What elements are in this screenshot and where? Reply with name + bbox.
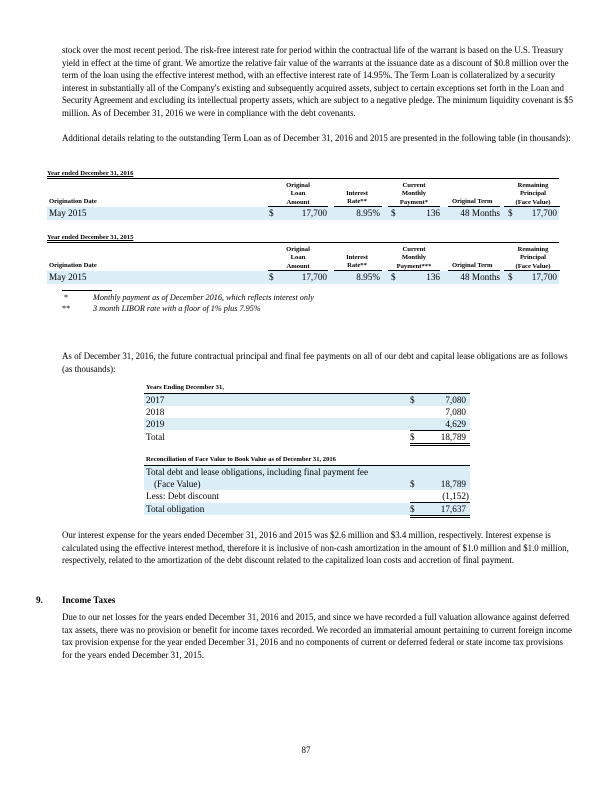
header-original-amount: Original Loan Amount: [286, 182, 310, 206]
table-row: [144, 394, 470, 406]
header-original-term: Original Term: [452, 198, 493, 205]
origination-date-cell: May 2015: [49, 272, 87, 282]
remaining-cell: 17,700: [531, 208, 557, 218]
value-cell: 4,629: [445, 419, 466, 429]
reconciliation-table-title: Reconciliation of Face Value to Book Value as of December 31, 2016: [146, 456, 336, 463]
total-obligation-label: Total obligation: [146, 504, 205, 514]
intro-paragraph: stock over the most recent period. The risk-free interest rate for period within the contractual life of the warrant is based on the U.S. Treasury yield in effect at the time of grant. We amortize the relative fair value of the warrants at the issuance date as a discount of $0.8 million over the term of the loan using the effective interest method, with an effective interest rate of 14.95%. The Term Loan is collateralized by a security interest in substantially all of the Company's existing and subsequently acquired assets, subject to certain exceptions set forth in the Loan and Security Agreement and excluding its intellectual property assets, which are subject to a negative pledge. The minimum liquidity covenant is $5 million. As of December 31, 2016 we were in compliance with the debt covenants.: [62, 45, 574, 118]
payments-table-title: Years Ending December 31,: [146, 384, 224, 391]
remaining-cell: 17,700: [531, 272, 557, 282]
payment-cell: 136: [426, 272, 440, 282]
dollar-sign: $: [410, 504, 415, 514]
table-row: [144, 490, 470, 502]
origination-date-cell: May 2015: [49, 208, 87, 218]
dollar-sign: $: [410, 395, 415, 405]
header-original-term: Original Term: [452, 262, 493, 269]
value-cell: 7,080: [445, 395, 466, 405]
value-cell: 7,080: [445, 407, 466, 417]
future-payments-paragraph: As of December 31, 2016, the future contractual principal and final fee payments on all of our debt and capital lease obligations are as follows (as thousands):: [62, 351, 568, 374]
total-debt-label: Total debt and lease obligations, including final payment fee: [146, 467, 369, 477]
dollar-sign: $: [391, 272, 396, 282]
header-current-payment: Current Monthly Payment*: [399, 182, 429, 206]
year-cell: 2019: [146, 419, 165, 429]
value-cell: 18,789: [440, 479, 466, 489]
income-tax-paragraph: Due to our net losses for the years ended December 31, 2016 and 2015, and since we have recorded a full valuation allowance against deferred tax assets, there was no provision or benefit for income taxes recorded. We recorded an immaterial amount pertaining to current foreign income tax provision expense for the year ended December 31, 2016 and no components of current or deferred federal or state income tax provisions for the years ended December 31, 2015.: [62, 612, 572, 660]
footnote-mark: *: [64, 293, 69, 302]
total-double-rule: [410, 517, 470, 518]
dollar-sign: $: [410, 432, 415, 442]
rate-cell: 8.95%: [356, 208, 380, 218]
loan-table-title: Year ended December 31, 2016: [47, 170, 134, 177]
table-row: [144, 418, 470, 430]
year-cell: 2018: [146, 407, 165, 417]
footnote-mark: **: [62, 304, 71, 313]
dollar-sign: $: [391, 208, 396, 218]
interest-expense-paragraph: Our interest expense for the years ended December 31, 2016 and 2015 was $2.6 million and $3.4 million, respectively. Interest expense is calculated using the effective interest method, therefore it is inclusive of non-cash amortization in the amount of $1.0 million and $1.0 million, respectively, related to the amortization of the debt discount related to the capitalized loan costs and accretion of final payment.: [62, 530, 569, 566]
total-double-rule: [410, 445, 470, 446]
section-title: Income Taxes: [62, 595, 116, 605]
section-number: 9.: [36, 595, 43, 605]
header-current-payment: Current Monthly Payment***: [396, 246, 432, 270]
footnote-text: 3 month LIBOR rate with a floor of 1% plus 7.95%: [93, 304, 261, 313]
table-row: [47, 207, 559, 220]
header-origination-date: Origination Date: [49, 262, 97, 269]
footnote-text: Monthly payment as of December 2016, which reflects interest only: [93, 293, 314, 302]
payment-cell: 136: [426, 208, 440, 218]
dollar-sign: $: [508, 272, 513, 282]
page-number: 87: [301, 745, 311, 755]
loan-table-title: Year ended December 31, 2015: [47, 234, 134, 241]
dollar-sign: $: [269, 272, 274, 282]
table-row: [47, 271, 559, 284]
footnote-rule: [62, 290, 112, 291]
total-label: Total: [146, 432, 165, 442]
header-interest-rate: Interest Rate**: [346, 254, 368, 270]
table-row: [144, 431, 470, 443]
year-cell: 2017: [146, 395, 165, 405]
term-cell: 48 Months: [460, 208, 500, 218]
table-row: [144, 406, 470, 418]
additional-details-paragraph: Additional details relating to the outstanding Term Loan as of December 31, 2016 and 2015 are presented in the following table (in thousands):: [62, 133, 571, 143]
header-remaining-principal: Remaining Principal (Face Value): [515, 182, 551, 206]
rate-cell: 8.95%: [356, 272, 380, 282]
total-double-rule: [410, 515, 470, 516]
table-top-rule: [47, 242, 559, 243]
amount-cell: 17,700: [301, 208, 327, 218]
header-interest-rate: Interest Rate**: [346, 190, 368, 206]
table-row: [144, 466, 470, 490]
table-top-rule: [47, 178, 559, 179]
dollar-sign: $: [410, 479, 415, 489]
face-value-label: (Face Value): [154, 479, 201, 489]
header-origination-date: Origination Date: [49, 198, 97, 205]
total-value: 17,637: [440, 504, 466, 514]
header-remaining-principal: Remaining Principal (Face Value): [515, 246, 551, 270]
value-cell: (1,152): [442, 491, 469, 501]
term-cell: 48 Months: [460, 272, 500, 282]
debt-discount-label: Less: Debt discount: [146, 491, 219, 501]
header-original-amount: Original Loan Amount: [286, 246, 310, 270]
dollar-sign: $: [269, 208, 274, 218]
table-row: [144, 503, 470, 515]
dollar-sign: $: [508, 208, 513, 218]
amount-cell: 17,700: [301, 272, 327, 282]
total-double-rule: [410, 443, 470, 444]
total-value: 18,789: [440, 432, 466, 442]
